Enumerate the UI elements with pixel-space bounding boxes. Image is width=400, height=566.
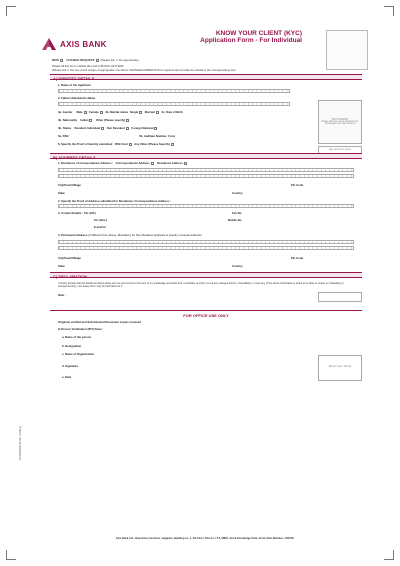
perm-address-line-1[interactable] bbox=[58, 240, 354, 244]
request-type-row bbox=[52, 58, 139, 62]
city2-label: City/Town/Village bbox=[58, 256, 81, 260]
office-use-title: FOR OFFICE USE ONLY bbox=[50, 310, 362, 318]
aadhaar-label: 5b. Aadhaar Number, if any bbox=[139, 134, 176, 138]
permanent-address-label: 4. Permanent Address bbox=[58, 233, 88, 237]
instruction-line-1: Please fill this form in ENGLISH and in BLOCK LETTERS bbox=[52, 64, 124, 68]
male-checkbox[interactable] bbox=[84, 111, 87, 114]
crop-mark-bottom-left bbox=[6, 550, 16, 560]
country2-label: Country bbox=[232, 264, 243, 268]
married-checkbox[interactable] bbox=[156, 111, 159, 114]
dob-label: 3c. Date of Birth bbox=[161, 110, 183, 114]
address-line-1[interactable] bbox=[58, 168, 354, 172]
resident-checkbox[interactable] bbox=[101, 127, 104, 130]
form-titles bbox=[200, 30, 302, 44]
address-row bbox=[58, 161, 188, 165]
branch-seal-box[interactable] bbox=[318, 355, 362, 381]
form-version-code: KYC/IND/2014 Ver 2.0/Eng bbox=[18, 426, 22, 460]
proof-pan[interactable]: PAN Card bbox=[114, 142, 128, 146]
ipv-label: In-Person Verification (IPV) Done: bbox=[58, 327, 103, 331]
address-label: 1. Residence / Correspondence Address : bbox=[58, 161, 114, 165]
perm-address-line-2[interactable] bbox=[58, 246, 354, 250]
city-label: City/Town/Village bbox=[58, 183, 81, 187]
pan-row bbox=[58, 134, 175, 138]
office-item-organization: c. Name of Organization bbox=[62, 352, 95, 356]
female-checkbox[interactable] bbox=[100, 111, 103, 114]
gender-male[interactable]: Male bbox=[76, 110, 83, 114]
state2-label: State bbox=[58, 264, 65, 268]
status-label: 4b. Status bbox=[58, 126, 72, 130]
mobile-label: Mobile No. bbox=[228, 218, 243, 222]
office-item-date: e. Date bbox=[62, 375, 72, 379]
form-subtitle: Application Form - For Individual bbox=[200, 37, 302, 44]
tel-res-label: Tel. (Res.) bbox=[94, 218, 108, 222]
photograph-box[interactable] bbox=[318, 100, 362, 144]
proof-address-field[interactable] bbox=[58, 204, 354, 208]
declaration-text: I hereby declare that the details furnished above are true and correct to the best of my knowledge and belief and I undertake to inform you of any changes therein, immediately. In case any of the above information is found to be false or untrue or misleading or misrepresenting, I am aware that I may be held liable for it. bbox=[58, 282, 344, 289]
signature-box[interactable] bbox=[318, 292, 362, 302]
sign-across-label: Sign across the photo bbox=[328, 149, 352, 151]
permanent-address-row bbox=[58, 233, 202, 237]
section-a-title: A) IDENTITY DETAILS bbox=[53, 75, 95, 81]
father-name-field[interactable] bbox=[58, 102, 290, 106]
proof-other[interactable]: Any Other (Please Specify) bbox=[134, 142, 170, 146]
applicant-name-field[interactable] bbox=[58, 89, 290, 93]
branch-seal-label: (Branch Seal / Stamp) bbox=[328, 366, 352, 368]
proof-other-checkbox[interactable] bbox=[171, 143, 174, 146]
fax-label: Fax No. bbox=[232, 211, 243, 215]
nationality-label: 3b. Nationality bbox=[58, 118, 78, 122]
pin-label: Pin Code bbox=[291, 183, 304, 187]
section-c-header bbox=[50, 272, 362, 278]
instruction-line-2: (Please tick ✔ the box at left margin of appropriate row where CHANGE/CORRECTION is required and provide the details in the corresponding row) bbox=[52, 68, 236, 72]
change-label: CHANGE REQUEST bbox=[66, 58, 95, 62]
pan-card-checkbox[interactable] bbox=[129, 143, 132, 146]
gender-row bbox=[58, 110, 183, 114]
proof-identity-label: 6. Specify the Proof of Identity submitted bbox=[58, 142, 113, 146]
status-row bbox=[58, 126, 158, 130]
date-label: Date : bbox=[58, 293, 66, 297]
bank-name: AXIS BANK bbox=[60, 39, 107, 49]
corr-address-option[interactable]: Correspondence Address bbox=[115, 161, 150, 165]
status-non-resident[interactable]: Non Resident bbox=[106, 126, 125, 130]
top-right-box bbox=[326, 30, 368, 70]
section-b-title: B) ADDRESS DETAILS bbox=[53, 154, 96, 160]
applicant-name-label: 1. Name of the Applicant bbox=[58, 83, 91, 87]
new-label: NEW bbox=[52, 58, 59, 62]
footer-address: Axis Bank Ltd., Depository Services, Gigaplex, Building no. 1, 4th Floor, Plot no. I.T.5, MIDC, Airoli Knowledge Park, Airoli, Navi Mumbai - 400708. bbox=[115, 537, 295, 540]
proof-address-label: 2. Specify the Proof of Address submitted for Residence / Correspondence Address : bbox=[58, 199, 171, 203]
country-label: Country bbox=[232, 191, 243, 195]
address-line-2[interactable] bbox=[58, 174, 354, 178]
marital-single[interactable]: Single bbox=[129, 110, 139, 114]
email-label: E-mail Id bbox=[94, 225, 106, 229]
indian-checkbox[interactable] bbox=[89, 119, 92, 122]
city2-row bbox=[58, 256, 304, 260]
foreign-checkbox[interactable] bbox=[154, 127, 157, 130]
status-resident[interactable]: Resident Individual bbox=[74, 126, 101, 130]
office-item-name: a. Name of the person bbox=[62, 335, 92, 339]
section-a-header bbox=[50, 74, 362, 80]
crop-mark-top-left bbox=[6, 6, 16, 16]
contact-row-1 bbox=[58, 211, 243, 215]
pin2-label: Pin Code bbox=[291, 256, 304, 260]
state-label: State bbox=[58, 191, 65, 195]
axis-logo-icon bbox=[42, 38, 56, 50]
gender-female[interactable]: Female bbox=[89, 110, 99, 114]
res-address-option[interactable]: Residence Address bbox=[157, 161, 183, 165]
non-resident-checkbox[interactable] bbox=[126, 127, 129, 130]
crop-mark-top-right bbox=[384, 6, 394, 16]
state2-row bbox=[58, 264, 243, 268]
photograph-label: PHOTOGRAPH bbox=[331, 119, 349, 121]
section-b-header bbox=[50, 153, 362, 159]
single-checkbox[interactable] bbox=[139, 111, 142, 114]
state-row bbox=[58, 191, 243, 195]
form-title: KNOW YOUR CLIENT (KYC) bbox=[215, 30, 302, 37]
crop-mark-bottom-right bbox=[384, 550, 394, 560]
permanent-address-note: (If different from above. Mandatory for Non-Resident Applicant to specify overseas address) bbox=[88, 233, 202, 237]
father-name-label: 2. Father's/Husband's Name bbox=[58, 96, 96, 100]
change-note: (Please tick ✔ the appropriate) bbox=[100, 58, 139, 62]
tel-off-label: 3. Contact Details : Tel. (Off.) bbox=[58, 211, 97, 215]
office-item-signature: d. Signature bbox=[62, 364, 79, 368]
nationality-other[interactable]: Other (Please specify) bbox=[95, 118, 126, 122]
pan-label: 5a. PAN bbox=[58, 134, 69, 138]
bank-logo bbox=[42, 38, 107, 50]
photograph-note: Please affix the recent passport size photograph and sign across it bbox=[321, 121, 359, 125]
change-checkbox[interactable] bbox=[96, 59, 99, 62]
proof-identity-row bbox=[58, 142, 175, 146]
marital-married[interactable]: Married bbox=[144, 110, 155, 114]
other-nationality-checkbox[interactable] bbox=[126, 119, 129, 122]
originals-verified-label: Originals verified and Self-Attested Document copies received bbox=[58, 320, 141, 324]
section-c-title: C) DECLARATION bbox=[53, 273, 88, 279]
city-row bbox=[58, 183, 304, 187]
gender-label: 3a. Gender bbox=[58, 110, 73, 114]
contact-row-2 bbox=[94, 218, 243, 222]
nationality-row bbox=[58, 118, 130, 122]
marital-label: 3b. Marital status bbox=[105, 110, 129, 114]
nationality-indian[interactable]: Indian bbox=[80, 118, 89, 122]
new-checkbox[interactable] bbox=[60, 59, 63, 62]
status-foreign[interactable]: Foreign National bbox=[131, 126, 154, 130]
form-header bbox=[42, 30, 362, 60]
office-item-designation: b. Designation bbox=[62, 344, 82, 348]
corr-address-checkbox[interactable] bbox=[151, 162, 154, 165]
res-address-checkbox[interactable] bbox=[184, 162, 187, 165]
